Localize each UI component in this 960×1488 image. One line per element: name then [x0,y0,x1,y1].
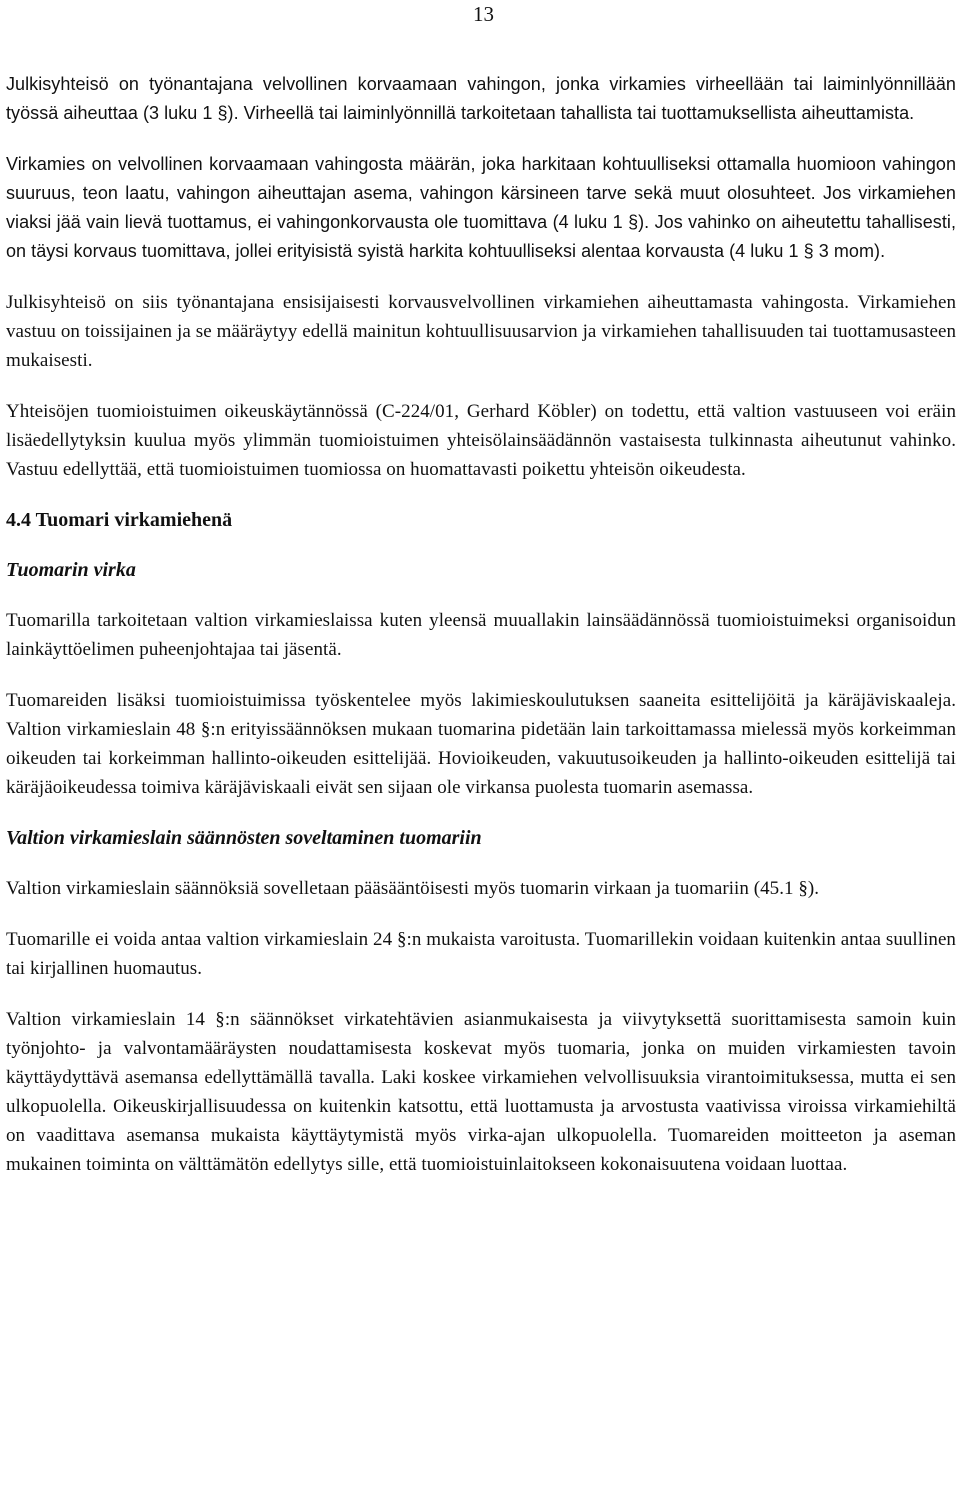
paragraph-referendaries: Tuomareiden lisäksi tuomioistuimissa työskentelee myös lakimieskoulutuksen saaneita esittelijöitä ja käräjäviskaaleja. Valtion virkamieslain 48 §:n erityissäännöksen mukaan tuomarina pidetään lain tarkoittamassa mielessä myös korkeimman oikeuden tai korkeimman hallinto-oikeuden esittelijää. Hovioikeuden, vakuutusoikeuden ja hallinto-oikeuden esittelijä tai käräjäoikeudessa toimiva käräjäviskaali eivät sen sijaan ole virkansa puolesta tuomarin asemassa. [6,690,956,798]
paragraph-application-rule: Valtion virkamieslain säännöksiä sovelletaan pääsääntöisesti myös tuomarin virkaan ja tuomariin (45.1 §). [6,878,820,899]
paragraph-conduct-rule: Valtion virkamieslain 14 §:n säännökset virkatehtävien asianmukaisesta ja viivytyksettä suorittamisesta samoin kuin työnjohto- ja valvontamääräysten noudattamisesta koskevat myös tuomaria, jonka on muiden virkamiesten tavoin käyttäydyttävä asemansa edellyttämällä tavalla. Laki koskee virkamiehen velvollisuuksia virantoimituksessa, mutta ei sen ulkopuolella. Oikeuskirjallisuudessa on kuitenkin katsottu, että luottamusta ja arvostusta vaativissa viroissa virkamiehiltä on vaadittava asemansa mukaista käyttäytymistä myös virka-ajan ulkopuolella. Tuomareiden moitteeton ja aseman mukainen toiminta on välttämätön edellytys sille, että tuomioistuinlaitokseen kokonaisuutena voidaan luottaa. [6,1009,956,1175]
paragraph-damage-assessment: Virkamies on velvollinen korvaamaan vahingosta määrän, joka harkitaan kohtuulliseksi ottamalla huomioon vahingon suuruus, teon laatu, vahingon aiheuttajan asema, vahingon kärsineen tarve sekä muut olosuhteet. Jos virkamiehen viaksi jää vain lievä tuottamus, ei vahingonkorvausta ole tuomittava (4 luku 1 §). Jos vahinko on aiheutettu tahallisesti, on täysi korvaus tuomittava, jollei erityisistä syistä harkita kohtuulliseksi alentaa korvausta (4 luku 1 § 3 mom). [6,154,956,261]
document-content [6,70,956,1201]
paragraph-judge-definition: Tuomarilla tarkoitetaan valtion virkamieslaissa kuten yleensä muuallakin lainsäädännössä tuomioistuimeksi organisoidun lainkäyttöelimen puheenjohtajaa tai jäsentä. [6,610,956,660]
subheading-judge-office: Tuomarin virka [6,559,136,581]
paragraph-warning-rule: Tuomarille ei voida antaa valtion virkamieslain 24 §:n mukaista varoitusta. Tuomarillekin voidaan kuitenkin antaa suullinen tai kirjallinen huomautus. [6,929,956,979]
subheading-application-to-judges: Valtion virkamieslain säännösten soveltaminen tuomariin [6,827,482,849]
page-number: 13 [473,2,494,26]
section-heading: 4.4 Tuomari virkamiehenä [6,509,233,531]
paragraph-court-case-law: Yhteisöjen tuomioistuimen oikeuskäytännössä (C-224/01, Gerhard Köbler) on todettu, että valtion vastuuseen voi eräin lisäedellytyksin kuulua myös ylimmän tuomioistuimen yhteisölainsäädännön vastaisesta tulkinnasta aiheutunut vahinko. Vastuu edellyttää, että tuomioistuimen tuomiossa on huomattavasti poikettu yhteisön oikeudesta. [6,401,956,480]
paragraph-primary-liability: Julkisyhteisö on siis työnantajana ensisijaisesti korvausvelvollinen virkamiehen aiheuttamasta vahingosta. Virkamiehen vastuu on toissijainen ja se määräytyy edellä mainitun kohtuullisuusarvion ja virkamiehen tahallisuuden tai tuottamusasteen mukaisesti. [6,292,956,371]
paragraph-employer-liability: Julkisyhteisö on työnantajana velvollinen korvaamaan vahingon, jonka virkamies virheellään tai laiminlyönnillään työssä aiheuttaa (3 luku 1 §). Virheellä tai laiminlyönnillä tarkoitetaan tahallista tai tuottamuksellista aiheuttamista. [6,74,956,123]
